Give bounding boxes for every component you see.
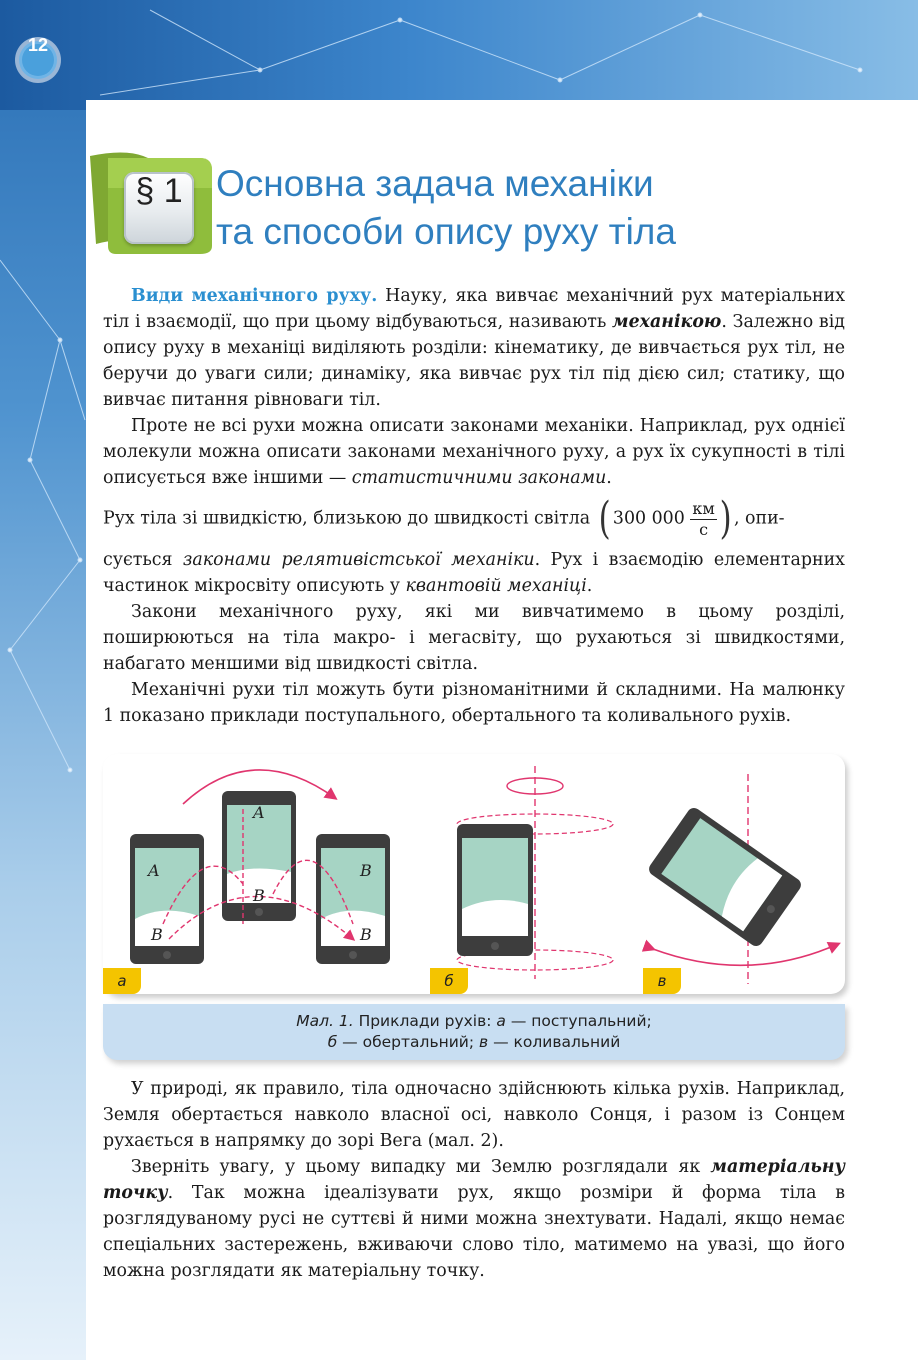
phone-right xyxy=(316,834,390,964)
translational-motion-illustration xyxy=(130,770,390,964)
point-b-right-bottom: B xyxy=(360,925,372,944)
figure-caption: Мал. 1. Приклади рухів: а — поступальний; б — обертальний; в — коливальний xyxy=(103,1004,845,1060)
point-b-left: B xyxy=(151,925,163,944)
figure-1 xyxy=(103,754,845,994)
panel-label-b: б xyxy=(430,968,468,994)
page-number: 12 xyxy=(27,35,49,55)
paragraph-4: сується законами релятивістської механіки. Рух і взаємодію елементарних частинок мікросвіту описують у квантовій механіці. xyxy=(103,550,845,596)
paragraph-8: Зверніть увагу, у цьому випадку ми Землю розглядали як матеріальну точку. Так можна ідеалізувати рух, якщо розміри й форма тіла в розглядуваному русі не суттєві й ними можна знехтувати. Надалі, якщо немає спеціальних застережень, вживаючи слово тіло, матимемо на увазі, що його можна розглядати як матеріальну точку. xyxy=(103,1157,845,1281)
light-speed-value: 300 000 xyxy=(612,508,685,529)
point-b-middle: B xyxy=(253,886,265,905)
page-title xyxy=(216,160,876,256)
title-line-2: та способи опису руху тіла xyxy=(216,211,676,252)
paragraph-1: Види механічного руху. Науку, яка вивчає механічний рух матеріальних тіл і взаємодії, що при цьому відбуваються, називають механікою. Залежно від опису руху в механіці виділяють розділи: кінематику, де вивчається рух тіл, не беручи до уваги сили; динаміку, яка вивчає рух тіл під дією сил; статику, що вивчає питання рівноваги тіл. xyxy=(103,286,846,410)
point-a-middle: A xyxy=(253,803,265,822)
oscillatory-motion-illustration xyxy=(646,774,838,984)
section-lead: Види механічного руху. xyxy=(131,286,378,306)
motion-illustrations xyxy=(103,754,845,994)
page-number-badge xyxy=(13,35,63,85)
point-a-left: A xyxy=(148,861,160,880)
paragraph-number: § 1 xyxy=(124,172,194,244)
main-text-upper xyxy=(103,283,845,729)
panel-label-c: в xyxy=(643,968,681,994)
point-b-right-top: B xyxy=(360,861,372,880)
paragraph-7: У природі, як правило, тіла одночасно здійснюють кілька рухів. Наприклад, Земля обертається навколо власної осі, навколо Сонця, і разом із Сонцем рухається в напрямку до зорі Вега (мал. 2). xyxy=(103,1079,845,1151)
panel-label-a: а xyxy=(103,968,141,994)
title-line-1: Основна задача механіки xyxy=(216,163,654,204)
unit-fraction: $\frac{км}{с}$ xyxy=(692,498,715,539)
paragraph-5: Закони механічного руху, які ми вивчатимемо в цьому розділі, поширюються на тіла макро- і мегасвіту, що рухаються зі швидкостями, набагато меншими від швидкості світла. xyxy=(103,602,845,674)
paragraph-2: Проте не всі рухи можна описати законами механіки. Наприклад, рух однієї молекули можна описати законами механічного руху, а рух їх сукупності в тілі описується вже іншими — статистичними законами. xyxy=(103,416,845,488)
main-text-lower xyxy=(103,1076,845,1284)
rotational-motion-illustration xyxy=(457,766,613,979)
paragraph-6: Механічні рухи тіл можуть бути різноманітними й складними. На малюнку 1 показано приклади поступального, обертального та коливального рухів. xyxy=(103,680,845,726)
paragraph-3: Рух тіла зі швидкістю, близькою до швидкості світла ( 300 000 $\frac{км}{с}$ ) , опи- xyxy=(103,493,785,544)
phone-left xyxy=(130,834,204,964)
